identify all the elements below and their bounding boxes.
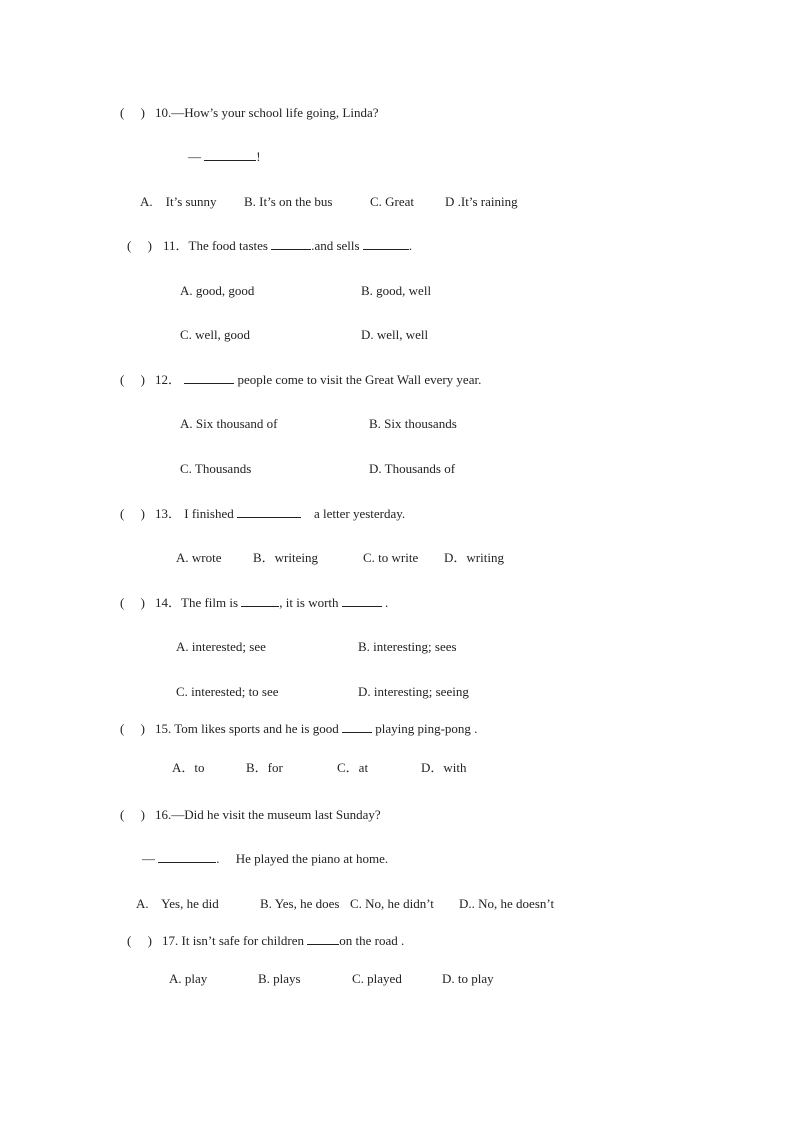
q14-blank-1[interactable] — [241, 595, 279, 607]
q13-stem-b: a letter yesterday. — [300, 506, 406, 521]
q14-stem-b: , it is worth — [279, 595, 342, 610]
q16-reply — [142, 851, 388, 867]
q16-paren: ( ) — [120, 807, 145, 822]
q10-option-a[interactable]: A. It’s sunny — [140, 194, 217, 209]
q11-blank-1[interactable] — [271, 238, 311, 250]
q11-stem — [163, 238, 412, 254]
q10-reply-suffix: ! — [256, 149, 261, 164]
q17-stem-a: 17. It isn’t safe for children — [162, 933, 308, 948]
q16-option-d[interactable]: D.. No, he doesn’t — [459, 896, 555, 911]
q10-paren: ( ) — [120, 105, 145, 120]
q15-stem — [155, 721, 477, 737]
q14-stem-a: 14．The film is — [155, 595, 242, 610]
q15-stem-b: playing ping-pong . — [371, 721, 478, 736]
q17-blank[interactable] — [307, 933, 339, 945]
q13-option-d[interactable]: D．writing — [444, 550, 504, 565]
q17-stem-b: on the road . — [339, 933, 405, 948]
q15-option-c[interactable]: C．at — [337, 760, 369, 775]
q15-paren: ( ) — [120, 721, 145, 736]
q14-option-b[interactable]: B. interesting; sees — [358, 639, 457, 654]
q10-option-d[interactable]: D .It’s raining — [445, 194, 518, 209]
q12-option-b[interactable]: B. Six thousands — [369, 416, 457, 431]
q16-option-c[interactable]: C. No, he didn’t — [350, 896, 434, 911]
q10-option-c[interactable]: C. Great — [370, 194, 415, 209]
q11-option-b[interactable]: B. good, well — [361, 283, 432, 298]
q17-option-b[interactable]: B. plays — [258, 971, 301, 986]
q11-stem-c: . — [408, 238, 413, 253]
q15-option-b[interactable]: B．for — [246, 760, 283, 775]
q16-stem: 16.—Did he visit the museum last Sunday? — [155, 807, 381, 822]
q10-stem: 10.—How’s your school life going, Linda? — [155, 105, 379, 120]
q15-option-a[interactable]: A．to — [172, 760, 205, 775]
q11-option-c[interactable]: C. well, good — [180, 327, 251, 342]
q14-option-a[interactable]: A. interested; see — [176, 639, 266, 654]
q10-option-b[interactable]: B. It’s on the bus — [244, 194, 333, 209]
q13-option-a[interactable]: A. wrote — [176, 550, 222, 565]
q17-option-d[interactable]: D. to play — [442, 971, 494, 986]
q13-option-b[interactable]: B．writeing — [253, 550, 318, 565]
q17-option-c[interactable]: C. played — [352, 971, 402, 986]
q14-option-c[interactable]: C. interested; to see — [176, 684, 279, 699]
q14-stem — [155, 595, 388, 611]
q17-paren: ( ) — [127, 933, 152, 948]
q14-paren: ( ) — [120, 595, 145, 610]
q15-stem-a: 15. Tom likes sports and he is good — [155, 721, 342, 736]
q17-option-a[interactable]: A. play — [169, 971, 208, 986]
q15-option-d[interactable]: D．with — [421, 760, 467, 775]
q11-stem-b: .and sells — [311, 238, 363, 253]
q11-option-a[interactable]: A. good, good — [180, 283, 255, 298]
q12-paren: ( ) — [120, 372, 145, 387]
q13-stem — [155, 506, 405, 522]
q13-stem-a: 13． I finished — [155, 506, 237, 521]
q11-blank-2[interactable] — [363, 238, 409, 250]
q16-blank[interactable] — [158, 851, 216, 863]
q16-reply-prefix: — — [142, 851, 159, 866]
q10-reply-prefix: — — [188, 149, 205, 164]
q16-option-a[interactable]: A. Yes, he did — [136, 896, 219, 911]
q12-option-a[interactable]: A. Six thousand of — [180, 416, 278, 431]
q14-blank-2[interactable] — [342, 595, 382, 607]
q14-option-d[interactable]: D. interesting; seeing — [358, 684, 469, 699]
q13-paren: ( ) — [120, 506, 145, 521]
q17-stem — [162, 933, 404, 949]
q11-stem-a: 11．The food tastes — [163, 238, 272, 253]
q10-blank[interactable] — [204, 149, 256, 161]
q10-reply — [188, 149, 261, 165]
q16-option-b[interactable]: B. Yes, he does — [260, 896, 340, 911]
q13-option-c[interactable]: C. to write — [363, 550, 419, 565]
q15-blank[interactable] — [342, 721, 372, 733]
q12-option-c[interactable]: C. Thousands — [180, 461, 252, 476]
q12-stem-a: 12． — [155, 372, 185, 387]
q12-stem-b: people come to visit the Great Wall every year. — [234, 372, 482, 387]
q12-stem — [155, 372, 481, 388]
q14-stem-c: . — [381, 595, 389, 610]
q16-reply-suffix: . He played the piano at home. — [216, 851, 389, 866]
q12-option-d[interactable]: D. Thousands of — [369, 461, 456, 476]
q11-option-d[interactable]: D. well, well — [361, 327, 429, 342]
q12-blank[interactable] — [184, 372, 234, 384]
q13-blank[interactable] — [237, 506, 301, 518]
q11-paren: ( ) — [127, 238, 152, 253]
